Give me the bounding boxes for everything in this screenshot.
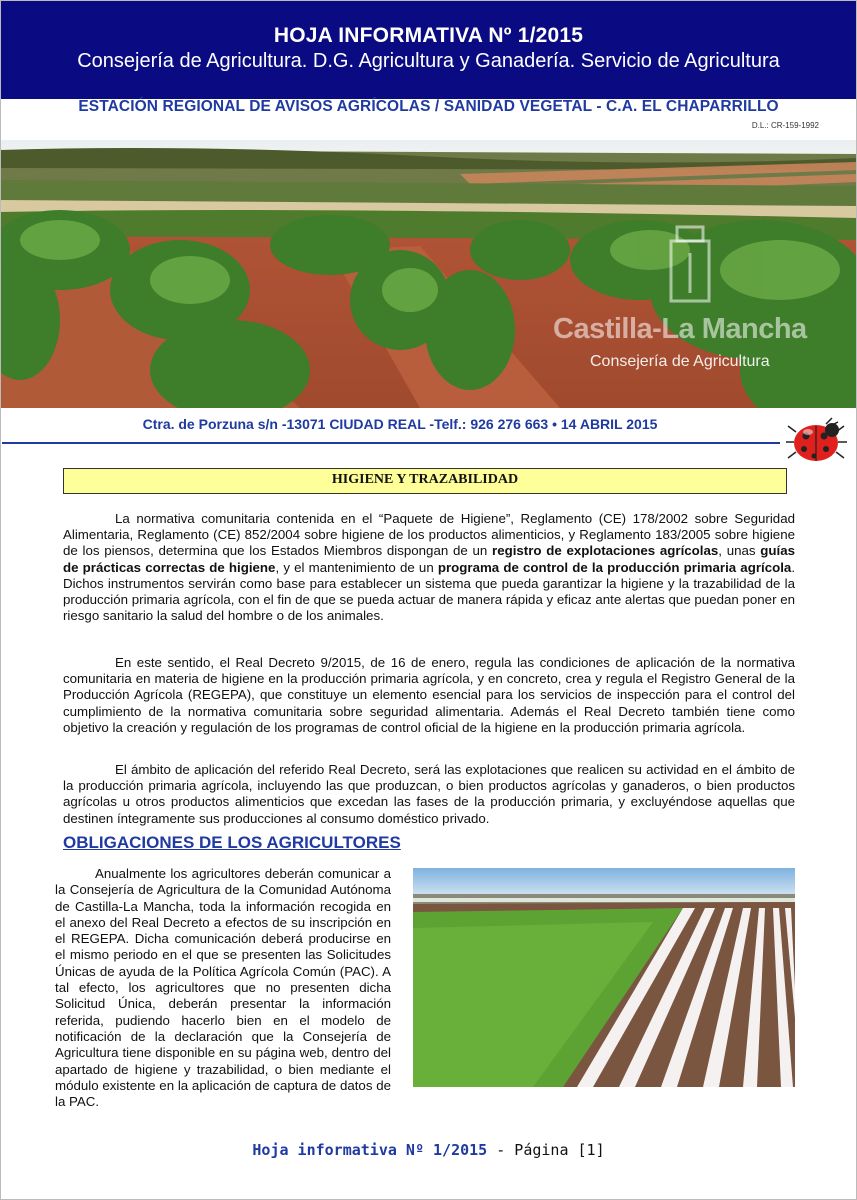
paragraph4-text: Anualmente los agricultores deberán comunicar a la Consejería de Agricultura de la Comunidad Autónoma de Castilla-La Mancha, toda la información recogida en el anexo del Real Decreto a efectos de su inscripción en el REGEPA. Dicha comunicación deberá producirse en el mismo periodo en el que se presenten las Solicitudes Únicas de ayuda de la Política Agrícola Común (PAC). A tal efecto, los agricultores que no presenten dicha Solicitud Única, deberán presentar la información referida, pudiendo hacerlo bien en el modelo de notificación de la declaración que la Consejería de Agricultura tiene disponible en su página web, dentro del apartado de higiene y trazabilidad, o bien mediante el módulo existente en la aplicación de captura de datos de la PAC.: [55, 866, 391, 1110]
header-band: [0, 0, 857, 99]
brand-department: Consejería de Agricultura: [590, 353, 770, 370]
paragraph1-text-1: La normativa comunitaria contenida en el “Paquete de Higiene”, Reglamento (CE) 178/2002 sobre Seguridad Alimentaria, Reglamento (CE) 852/2004 sobre higiene de los productos alimenticios, y Reglamento 183/2005 sobre higiene de los piensos, determina que los Estados Miembros dispongan de un: [63, 511, 795, 559]
paragraph3-text: El ámbito de aplicación del referido Real Decreto, será las explotaciones que realicen su actividad en el ámbito de la producción primaria agrícola, incluyendo las que produzcan, o bien productos agrícolas y ganaderos, o bien productos agrícolas u otros productos alimenticios que excedan las fases de la producción primaria, y excluyéndose aquellas que destinen íntegramente sus producciones al consumo doméstico privado.: [63, 762, 795, 826]
contact-line: Ctra. de Porzuna s/n -13071 CIUDAD REAL -Telf.: 926 276 663 • 14 ABRIL 2015: [142, 416, 658, 432]
paragraph1-bold-guias: guías de prácticas correctas de higiene: [63, 543, 796, 575]
paragraph1-bold-registro: registro de explotaciones agrícolas: [492, 543, 719, 559]
crop-field-illustration: [413, 868, 795, 1087]
footer-label: Hoja informativa Nº 1/2015: [252, 1141, 488, 1159]
page-footer: [0, 1141, 857, 1159]
footer-page-number: - Página [1]: [487, 1141, 605, 1159]
brand-name: Castilla-La Mancha: [553, 313, 807, 345]
legal-deposit: D.L.: CR-159-1992: [751, 121, 819, 130]
paragraph1-text-3: , y el mantenimiento de un: [275, 559, 438, 575]
vineyard-banner-photo: [0, 140, 857, 408]
station-line: ESTACIÓN REGIONAL DE AVISOS AGRÍCOLAS / SANIDAD VEGETAL - C.A. EL CHAPARRILLO: [78, 98, 779, 115]
paragraph-obligations: [55, 866, 391, 1110]
paragraph1-bold-programa: programa de control de la producción primaria agrícola: [437, 559, 792, 575]
castilla-la-mancha-logo-icon: [553, 223, 827, 313]
contact-divider: [2, 442, 780, 444]
ladybug-icon: [786, 416, 848, 466]
paragraph-scope: [63, 762, 795, 827]
paragraph1-text-4: . Dichos instrumentos servirán como base para establecer un sistema que pueda garantizar la higiene y la trazabilidad de la producción primaria agrícola, con el fin de que se pueda actuar de manera rápida y eficaz ante alertas que puedan poner en riesgo sanitario la salud del hombre o de los animales.: [63, 559, 796, 624]
paragraph1-text-2: , unas: [718, 543, 761, 559]
document-title: HOJA INFORMATIVA Nº 1/2015: [273, 24, 584, 47]
section-title: HIGIENE Y TRAZABILIDAD: [63, 468, 787, 494]
document-subtitle: Consejería de Agricultura. D.G. Agricultura y Ganadería. Servicio de Agricultura: [77, 50, 780, 72]
paragraph-hygiene-package: [63, 511, 795, 624]
paragraph2-text: En este sentido, el Real Decreto 9/2015, de 16 de enero, regula las condiciones de aplicación de la normativa comunitaria en materia de higiene en la producción primaria agrícola, y en concreto, crea y regula el Registro General de la Producción Agrícola (REGEPA), que constituye un elemento esencial para los servicios de inspección para el control del cumplimiento de la normativa comunitaria sobre seguridad alimentaria. Además el Real Decreto también tiene como objetivo la creación y regulación de los programas de control oficial de la higiene en la producción primaria agrícola.: [63, 655, 795, 735]
field-photo: [413, 868, 795, 1087]
paragraph-real-decreto: [63, 655, 795, 736]
obligations-heading: OBLIGACIONES DE LOS AGRICULTORES: [63, 833, 401, 852]
